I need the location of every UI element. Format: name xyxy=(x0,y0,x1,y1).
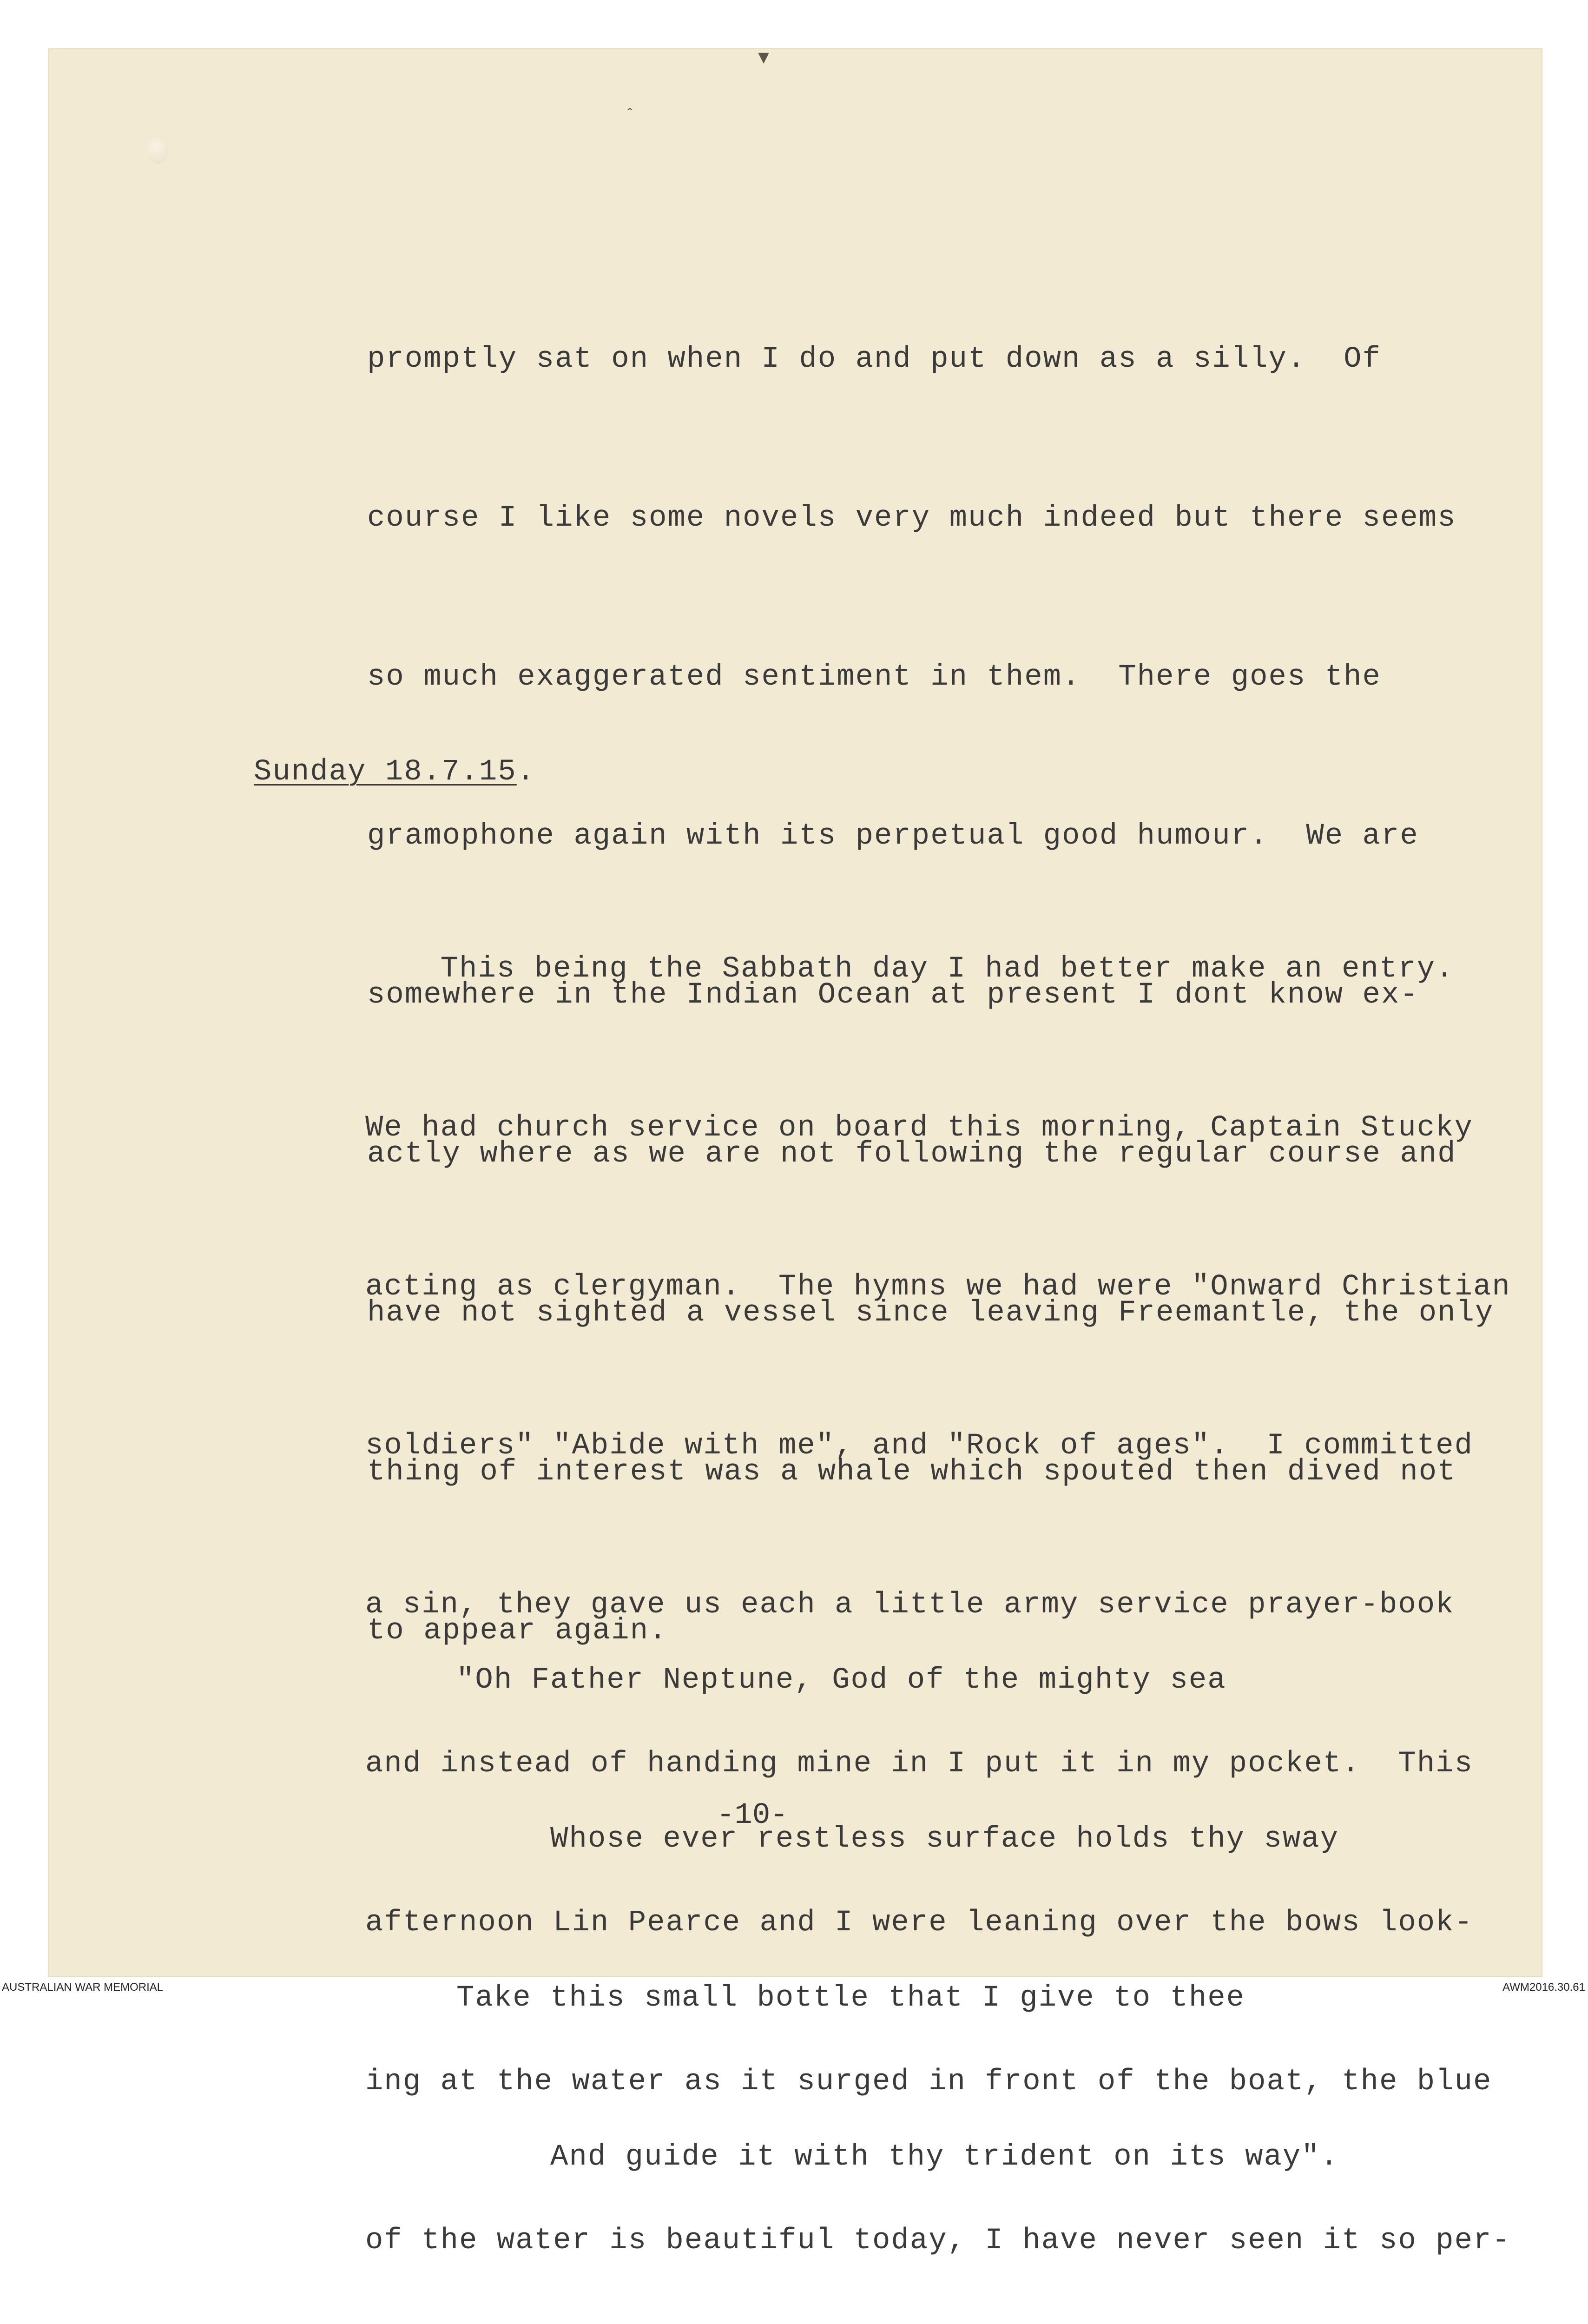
text-line: a sin, they gave us each a little army service prayer-book xyxy=(365,1588,1455,1622)
text-line: soldiers" "Abide with me", and "Rock of ages". I committed xyxy=(365,1429,1473,1463)
text-line: of the water is beautiful today, I have never seen it so per- xyxy=(365,2224,1511,2258)
text-line: to appear again. xyxy=(367,1614,668,1648)
poem-line: And guide it with thy trident on its way". xyxy=(456,2140,1339,2174)
text-line: have not sighted a vessel since leaving Freemantle, the only xyxy=(367,1296,1494,1330)
embossed-mark xyxy=(148,135,168,164)
text-line: somewhere in the Indian Ocean at present I dont know ex- xyxy=(367,978,1419,1012)
footer-reference: AWM2016.30.61 xyxy=(1502,1981,1585,1994)
text-line: acting as clergyman. The hymns we had were "Onward Christian xyxy=(365,1270,1511,1304)
text-line: gramophone again with its perpetual good humour. We are xyxy=(367,819,1419,853)
text-line: ing at the water as it surged in front of the boat, the blue xyxy=(365,2065,1492,2099)
text-line: afternoon Lin Pearce and I were leaning over the bows look- xyxy=(365,1906,1473,1940)
entry-heading xyxy=(254,755,535,789)
text-line: and instead of handing mine in I put it in my pocket. This xyxy=(365,1747,1473,1781)
text-line: course I like some novels very much indeed but there seems xyxy=(367,502,1456,535)
pencil-mark: ˆ xyxy=(625,107,635,125)
hole-mark: ▾ xyxy=(755,43,772,74)
entry-date: Sunday 18.7.15 xyxy=(254,755,517,789)
page-number: -10- xyxy=(717,1799,788,1832)
poem xyxy=(456,1548,1339,2237)
poem-line: Take this small bottle that I give to thee xyxy=(456,1981,1245,2015)
text-line: promptly sat on when I do and put down as a silly. Of xyxy=(367,343,1381,376)
entry-date-period: . xyxy=(516,755,536,789)
text-line: We had church service on board this morning, Captain Stucky xyxy=(365,1111,1473,1145)
text-line: This being the Sabbath day I had better make an entry. xyxy=(365,952,1455,986)
footer-source: AUSTRALIAN WAR MEMORIAL xyxy=(2,1981,164,1994)
text-line: actly where as we are not following the regular course and xyxy=(367,1137,1456,1171)
poem-line: "Oh Father Neptune, God of the mighty sea xyxy=(456,1664,1226,1697)
poem-line: Whose ever restless surface holds thy sway xyxy=(456,1822,1339,1856)
text-line: thing of interest was a whale which spouted then dived not xyxy=(367,1455,1456,1489)
text-line: so much exaggerated sentiment in them. There goes the xyxy=(367,660,1381,694)
